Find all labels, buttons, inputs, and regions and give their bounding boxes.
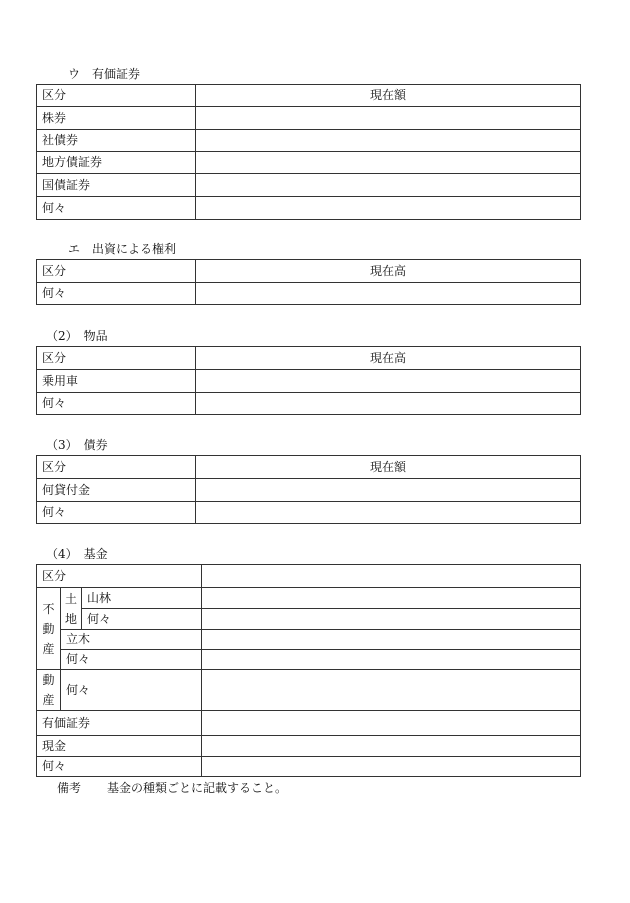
table-row bbox=[37, 152, 581, 174]
securities-table bbox=[36, 84, 581, 220]
table-row bbox=[37, 588, 581, 609]
investment-rights-heading: エ 出資による権利 bbox=[68, 242, 177, 256]
remarks-label: 備考 bbox=[57, 781, 82, 795]
fund-securities-label: 有価証券 bbox=[37, 711, 202, 736]
amount-cell[interactable] bbox=[202, 757, 581, 777]
row-label: 国債証券 bbox=[37, 174, 196, 197]
amount-cell[interactable] bbox=[196, 152, 581, 174]
amount-cell[interactable] bbox=[202, 670, 581, 711]
amount-cell[interactable] bbox=[202, 609, 581, 630]
amount-cell[interactable] bbox=[196, 370, 581, 393]
amount-cell[interactable] bbox=[196, 393, 581, 415]
row-label: 乗用車 bbox=[37, 370, 196, 393]
table-row bbox=[37, 174, 581, 197]
row-label: 何々 bbox=[37, 393, 196, 415]
remarks-text: 基金の種類ごとに記載すること。 bbox=[107, 781, 288, 795]
movables-label: 動産 bbox=[37, 670, 61, 711]
standing-timber-label: 立木 bbox=[61, 630, 202, 650]
movables-other-label: 何々 bbox=[61, 670, 202, 711]
table-row bbox=[37, 197, 581, 220]
category-header: 区分 bbox=[37, 565, 202, 588]
amount-cell[interactable] bbox=[196, 283, 581, 305]
goods-table bbox=[36, 346, 581, 415]
amount-header: 現在高 bbox=[196, 347, 581, 370]
fund-other-label: 何々 bbox=[37, 757, 202, 777]
category-header: 区分 bbox=[37, 85, 196, 107]
bonds-heading: （3） 債券 bbox=[46, 438, 108, 452]
table-header-row bbox=[37, 85, 581, 107]
securities-heading: ウ 有価証券 bbox=[68, 67, 141, 81]
amount-cell[interactable] bbox=[196, 174, 581, 197]
row-label: 何貸付金 bbox=[37, 479, 196, 502]
category-header: 区分 bbox=[37, 260, 196, 283]
table-row bbox=[37, 107, 581, 130]
land-label: 土地 bbox=[61, 588, 82, 630]
amount-cell[interactable] bbox=[202, 588, 581, 609]
forest-label: 山林 bbox=[82, 588, 202, 609]
remarks-note bbox=[57, 781, 287, 795]
row-label: 何々 bbox=[37, 283, 196, 305]
table-row bbox=[37, 670, 581, 711]
amount-cell[interactable] bbox=[196, 479, 581, 502]
table-row bbox=[37, 283, 581, 305]
bonds-table bbox=[36, 455, 581, 524]
amount-cell[interactable] bbox=[202, 711, 581, 736]
real-estate-other-label: 何々 bbox=[61, 650, 202, 670]
amount-cell[interactable] bbox=[202, 630, 581, 650]
investment-rights-table bbox=[36, 259, 581, 305]
row-label: 株券 bbox=[37, 107, 196, 130]
fund-heading: （4） 基金 bbox=[46, 547, 108, 561]
fund-table bbox=[36, 564, 581, 777]
amount-cell[interactable] bbox=[196, 502, 581, 524]
table-row bbox=[37, 502, 581, 524]
land-other-label: 何々 bbox=[82, 609, 202, 630]
table-header-row bbox=[37, 565, 581, 588]
table-row bbox=[37, 609, 581, 630]
table-row bbox=[37, 479, 581, 502]
table-row bbox=[37, 736, 581, 757]
table-header-row bbox=[37, 347, 581, 370]
row-label: 何々 bbox=[37, 502, 196, 524]
category-header: 区分 bbox=[37, 456, 196, 479]
table-row bbox=[37, 393, 581, 415]
amount-cell[interactable] bbox=[196, 130, 581, 152]
amount-cell[interactable] bbox=[196, 197, 581, 220]
real-estate-label: 不動産 bbox=[37, 588, 61, 670]
amount-cell[interactable] bbox=[196, 107, 581, 130]
row-label: 社債券 bbox=[37, 130, 196, 152]
table-row bbox=[37, 370, 581, 393]
table-row bbox=[37, 757, 581, 777]
amount-cell[interactable] bbox=[202, 565, 581, 588]
table-header-row bbox=[37, 260, 581, 283]
amount-header: 現在額 bbox=[196, 456, 581, 479]
amount-cell[interactable] bbox=[202, 736, 581, 757]
amount-header: 現在額 bbox=[196, 85, 581, 107]
table-row bbox=[37, 630, 581, 650]
row-label: 地方債証券 bbox=[37, 152, 196, 174]
table-row bbox=[37, 650, 581, 670]
table-row bbox=[37, 130, 581, 152]
cash-label: 現金 bbox=[37, 736, 202, 757]
amount-header: 現在高 bbox=[196, 260, 581, 283]
table-header-row bbox=[37, 456, 581, 479]
amount-cell[interactable] bbox=[202, 650, 581, 670]
category-header: 区分 bbox=[37, 347, 196, 370]
table-row bbox=[37, 711, 581, 736]
row-label: 何々 bbox=[37, 197, 196, 220]
goods-heading: （2） 物品 bbox=[46, 329, 108, 343]
